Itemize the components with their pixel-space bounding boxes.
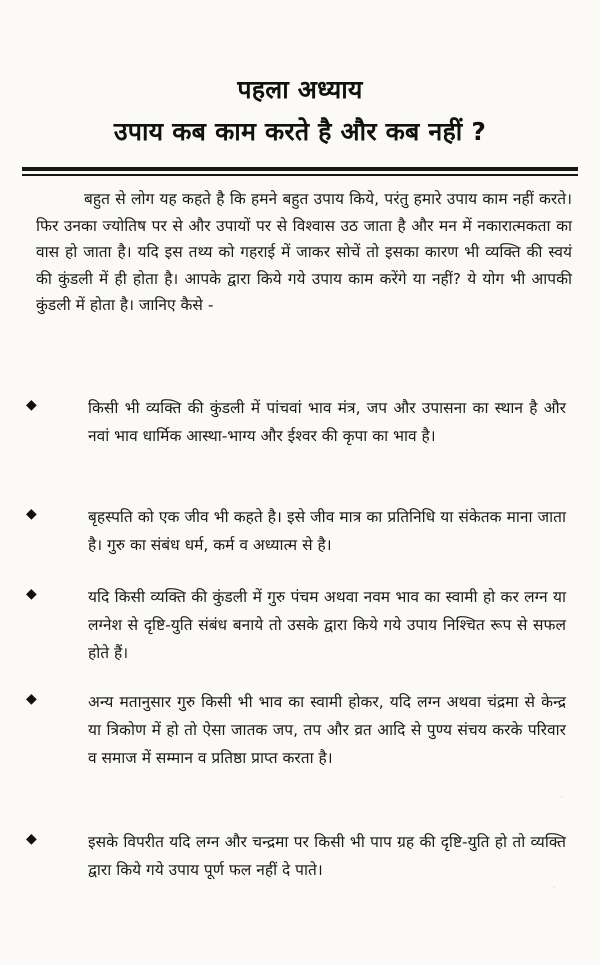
diamond-bullet-icon: ◆ <box>26 397 37 413</box>
bleed-through-mark: · <box>552 880 556 894</box>
heading-rule-thick <box>22 167 578 171</box>
diamond-bullet-icon: ◆ <box>26 831 37 847</box>
bullet-text: बृहस्पति को एक जीव भी कहते है। इसे जीव मात्र का प्रतिनिधि या संकेतक माना जाता है। गुरु का संबंध धर्म, कर्म व अध्यात्म से है। <box>88 508 566 554</box>
bullet-text: किसी भी व्यक्ति की कुंडली में पांचवां भाव मंत्र, जप और उपासना का स्थान है और नवां भाव धार्मिक आस्था-भाग्य और ईश्वर की कृपा का भाव है। <box>88 399 566 445</box>
bullet-text: यदि किसी व्यक्ति की कुंडली में गुरु पंचम अथवा नवम भाव का स्वामी हो कर लग्न या लग्नेश से दृष्टि-युति संबंध बनाये तो उसके द्वारा किये गये उपाय निश्चित रूप से सफल होते हैं। <box>88 588 566 662</box>
intro-paragraph: बहुत से लोग यह कहते है कि हमने बहुत उपाय किये, परंतु हमारे उपाय काम नहीं करते। फिर उनका ज्योतिष पर से और उपायों पर से विश्वास उठ जाता है और मन में नकारात्मकता का वास हो जाता है। यदि इस तथ्य को गहराई में जाकर सोचें तो इसका कारण भी व्यक्ति की स्वयं की कुंडली में ही होता है। आपके द्वारा किये गये उपाय काम करेंगे या नहीं? ये योग भी आपकी कुंडली में होता है। जानिए कैसे - <box>36 190 572 315</box>
diamond-bullet-icon: ◆ <box>26 586 37 602</box>
heading-rule-thin <box>22 174 578 176</box>
bullet-text: इसके विपरीत यदि लग्न और चन्द्रमा पर किसी भी पाप ग्रह की दृष्टि-युति हो तो व्यक्ति द्वारा किये गये उपाय पूर्ण फल नहीं दे पाते। <box>88 833 566 879</box>
chapter-title-heading: उपाय कब काम करते है और कब नहीं ? <box>113 117 487 146</box>
bleed-through-mark: · <box>560 790 564 804</box>
chapter-number-heading: पहला अध्याय <box>237 75 363 104</box>
diamond-bullet-icon: ◆ <box>26 691 37 707</box>
diamond-bullet-icon: ◆ <box>26 506 37 522</box>
bullet-text: अन्य मतानुसार गुरु किसी भी भाव का स्वामी होकर, यदि लग्न अथवा चंद्रमा से केन्द्र या त्रिकोण में हो तो ऐसा जातक जप, तप और व्रत आदि से पुण्य संचय करके परिवार व समाज में सम्मान व प्रतिष्ठा प्राप्त करता है। <box>88 693 566 767</box>
